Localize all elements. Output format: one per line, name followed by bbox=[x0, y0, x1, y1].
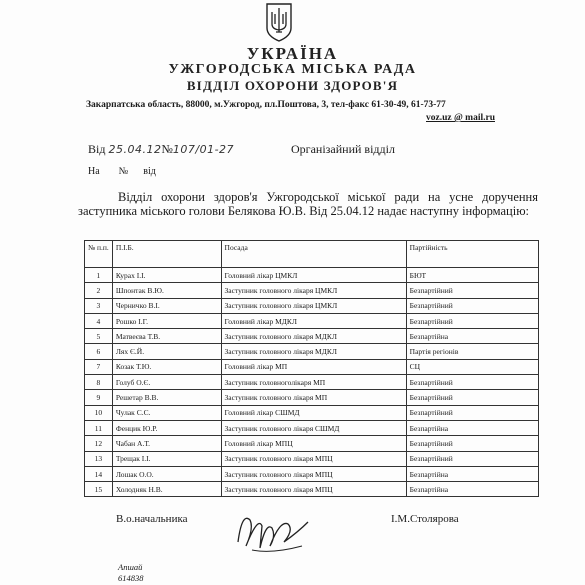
row-no: 5 bbox=[85, 329, 113, 344]
row-name: Трещак І.І. bbox=[112, 451, 221, 466]
na-label: На bbox=[88, 166, 100, 177]
department-title: ВІДДІЛ ОХОРОНИ ЗДОРОВ'Я bbox=[186, 78, 399, 93]
row-no: 1 bbox=[85, 268, 113, 283]
na-from-label: від bbox=[143, 166, 156, 177]
row-party: Безпартійний bbox=[406, 298, 538, 313]
na-number-label: № bbox=[118, 166, 129, 177]
row-party: СЦ bbox=[406, 359, 538, 374]
staff-table bbox=[84, 240, 539, 497]
row-party: Безпартійний bbox=[406, 451, 538, 466]
row-party: Безпартійний bbox=[406, 405, 538, 420]
row-name: Решетар В.В. bbox=[112, 390, 221, 405]
row-name: Лях Є.Й. bbox=[112, 344, 221, 359]
row-name: Голуб О.Є. bbox=[112, 375, 221, 390]
row-no: 3 bbox=[85, 298, 113, 313]
executor-phone: 614838 bbox=[118, 573, 144, 583]
row-no: 7 bbox=[85, 359, 113, 374]
row-party: Безпартійна bbox=[406, 482, 538, 497]
row-party: Безпартійна bbox=[406, 329, 538, 344]
row-position: Головний лікар МДКЛ bbox=[221, 313, 406, 328]
row-no: 13 bbox=[85, 451, 113, 466]
row-name: Матвеєва Т.В. bbox=[112, 329, 221, 344]
row-no: 11 bbox=[85, 420, 113, 435]
row-party: Безпартійний bbox=[406, 283, 538, 298]
header-no: № п.п. bbox=[85, 241, 113, 268]
outgoing-reference bbox=[88, 142, 234, 157]
row-no: 10 bbox=[85, 405, 113, 420]
table-row bbox=[85, 283, 539, 298]
row-position: Заступник головного лікаря МДКЛ bbox=[221, 329, 406, 344]
row-name: Курах І.І. bbox=[112, 268, 221, 283]
row-name: Фенцик Ю.Р. bbox=[112, 420, 221, 435]
row-position: Головний лікар МПЦ bbox=[221, 436, 406, 451]
letter-number: 107/01-27 bbox=[172, 143, 235, 156]
row-party: Безпартійна bbox=[406, 466, 538, 481]
country-title: УКРАЇНА bbox=[246, 44, 339, 63]
row-no: 6 bbox=[85, 344, 113, 359]
row-name: Чулак С.С. bbox=[112, 405, 221, 420]
row-name: Шпонтак В.Ю. bbox=[112, 283, 221, 298]
row-position: Заступник головного лікаря ЦМКЛ bbox=[221, 283, 406, 298]
table-row bbox=[85, 405, 539, 420]
row-name: Чабан А.Т. bbox=[112, 436, 221, 451]
table-row bbox=[85, 313, 539, 328]
row-no: 4 bbox=[85, 313, 113, 328]
row-position: Головний лікар МП bbox=[221, 359, 406, 374]
table-row bbox=[85, 268, 539, 283]
row-no: 15 bbox=[85, 482, 113, 497]
row-name: Рошко І.Г. bbox=[112, 313, 221, 328]
row-no: 14 bbox=[85, 466, 113, 481]
table-row bbox=[85, 298, 539, 313]
row-position: Заступник головного лікаря СШМД bbox=[221, 420, 406, 435]
letter-date: 25.04.12 bbox=[108, 143, 162, 156]
executor-note bbox=[118, 562, 144, 584]
org-unit: Організайний відділ bbox=[291, 142, 395, 156]
from-label: Від bbox=[88, 142, 106, 156]
row-position: Заступник головного лікаря ЦМКЛ bbox=[221, 298, 406, 313]
signer-title: В.о.начальника bbox=[116, 513, 188, 525]
row-party: БЮТ bbox=[406, 268, 538, 283]
row-party: Безпартійний bbox=[406, 375, 538, 390]
council-title: УЖГОРОДСЬКА МІСЬКА РАДА bbox=[168, 62, 417, 77]
row-name: Козак Т.Ю. bbox=[112, 359, 221, 374]
header-party: Партійність bbox=[406, 241, 538, 268]
table-header-row bbox=[85, 241, 539, 268]
row-party: Безпартійний bbox=[406, 313, 538, 328]
header-name: П.І.Б. bbox=[112, 241, 221, 268]
row-position: Головний лікар СШМД bbox=[221, 405, 406, 420]
row-no: 9 bbox=[85, 390, 113, 405]
executor-name: Апшай bbox=[118, 562, 143, 572]
row-position: Заступник головного лікаря МПЦ bbox=[221, 451, 406, 466]
row-position: Головний лікар ЦМКЛ bbox=[221, 268, 406, 283]
table-row bbox=[85, 375, 539, 390]
row-position: Заступник головноголікаря МП bbox=[221, 375, 406, 390]
staff-table-body bbox=[85, 268, 539, 497]
header-position: Посада bbox=[221, 241, 406, 268]
table-row bbox=[85, 466, 539, 481]
address-line: Закарпатська область, 88000, м.Ужгород, пл.Поштова, 3, тел-факс 61-30-49, 61-73-77 bbox=[86, 100, 446, 110]
row-party: Безпартійний bbox=[406, 390, 538, 405]
row-party: Безпартійна bbox=[406, 420, 538, 435]
row-no: 2 bbox=[85, 283, 113, 298]
incoming-reference bbox=[88, 166, 156, 177]
row-position: Заступник головного лікаря МПЦ bbox=[221, 482, 406, 497]
handwritten-signature-icon bbox=[232, 502, 312, 558]
table-row bbox=[85, 390, 539, 405]
table-row bbox=[85, 329, 539, 344]
row-position: Заступник головного лікаря МПЦ bbox=[221, 466, 406, 481]
row-position: Заступник головного лікаря МДКЛ bbox=[221, 344, 406, 359]
table-row bbox=[85, 451, 539, 466]
row-name: Лошак О.О. bbox=[112, 466, 221, 481]
row-name: Холодняк Н.В. bbox=[112, 482, 221, 497]
number-label: № bbox=[161, 142, 173, 156]
table-row bbox=[85, 359, 539, 374]
row-name: Черничко В.І. bbox=[112, 298, 221, 313]
table-row bbox=[85, 344, 539, 359]
trident-coat-of-arms-icon bbox=[264, 2, 294, 42]
table-row bbox=[85, 482, 539, 497]
table-row bbox=[85, 420, 539, 435]
table-row bbox=[85, 436, 539, 451]
row-party: Партія регіонів bbox=[406, 344, 538, 359]
row-no: 8 bbox=[85, 375, 113, 390]
email-address: voz.uz @ mail.ru bbox=[426, 113, 495, 123]
intro-paragraph: Відділ охорони здоров'я Ужгородської міської ради на усне доручення заступника міського голови Белякова Ю.В. Від 25.04.12 надає наступну інформацію: bbox=[78, 190, 538, 218]
row-party: Безпартійний bbox=[406, 436, 538, 451]
row-no: 12 bbox=[85, 436, 113, 451]
row-position: Заступник головного лікаря МП bbox=[221, 390, 406, 405]
signer-name: І.М.Столярова bbox=[391, 513, 459, 525]
